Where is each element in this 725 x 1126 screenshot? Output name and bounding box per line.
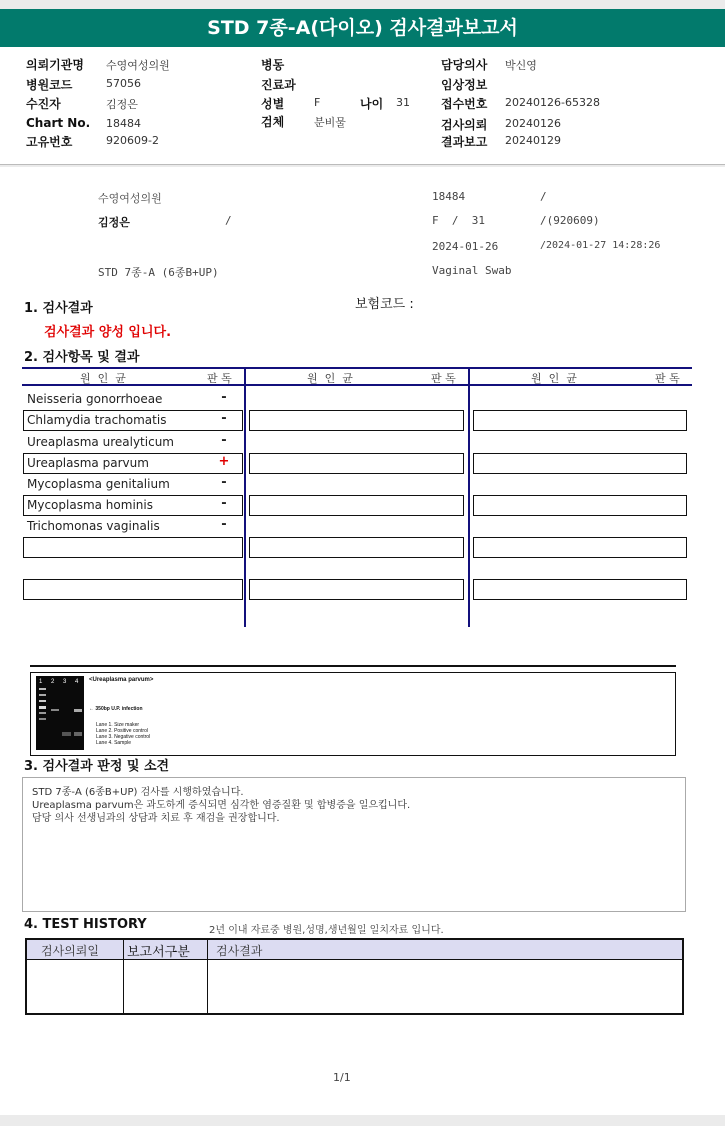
section-1-title: 1. 검사결과 [24,301,93,316]
result-row-box [23,537,243,558]
page-number: 1/1 [333,1071,351,1084]
organism-result: - [221,475,227,490]
header-label: 담당의사 [441,58,488,72]
gel-lane-number: 4 [75,679,79,685]
header-label: 검체 [261,115,285,129]
gel-legend-item: Lane 2. Positive control [96,728,148,734]
header-value: 분비물 [314,116,346,129]
organism-name: Mycoplasma hominis [27,498,153,512]
column-header-judgement: 판 독 [431,372,456,385]
header-value: 20240126-65328 [505,96,600,109]
patient-test-name: STD 7종-A (6종B+UP) [98,266,219,279]
history-note: 2년 이내 자료중 병원,성명,생년월일 일치자료 입니다. [209,925,444,936]
column-header-organism: 원 인 균 [531,372,577,385]
gel-lane-number: 1 [39,679,43,685]
gel-legend-item: Lane 1. Size maker [96,722,140,728]
result-row-box [249,410,464,431]
table-top-rule [22,367,692,369]
header-value: 57056 [106,77,141,90]
patient-separator: / [540,190,547,203]
header-value: F [314,96,321,109]
organism-result: - [221,411,227,426]
organism-result: - [221,390,227,405]
header-label: 병원코드 [26,78,73,92]
patient-clinic: 수영여성의원 [98,192,162,205]
header-value: 20240129 [505,134,561,147]
organism-result: - [221,517,227,532]
patient-chart: 18484 [432,190,466,203]
patient-separator: / [225,214,232,227]
patient-id: /(920609) [540,214,600,227]
organism-name: Neisseria gonorrhoeae [27,392,163,406]
organism-name: Mycoplasma genitalium [27,477,170,491]
result-row-box [473,537,687,558]
header-value: 20240126 [505,117,561,130]
header-label: 고유번호 [26,135,73,149]
finding-line: STD 7종-A (6종B+UP) 검사를 시행하였습니다. [32,787,244,798]
organism-name-positive: Ureaplasma parvum [27,456,149,470]
gel-legend-item: Lane 4. Sample [96,740,132,746]
result-row-box [473,579,687,600]
result-row-box [473,495,687,516]
history-header-label: 검사결과 [216,944,263,958]
gel-legend-item: Lane 3. Negative control [96,734,151,740]
result-row-box [249,537,464,558]
header-label: 병동 [261,58,285,72]
history-header-label: 보고서구분 [127,945,190,960]
age-value: 31 [396,96,410,109]
result-row-box [249,453,464,474]
header-label: 진료과 [261,78,296,92]
organism-result: - [221,496,227,511]
gel-top-rule [30,665,676,667]
column-header-judgement: 판 독 [207,372,232,385]
column-divider [244,367,246,627]
column-divider [468,367,470,627]
finding-line: 담당 의사 선생님과의 상담과 치료 후 재검을 권장합니다. [32,813,280,824]
history-table [25,938,684,1015]
patient-specimen: Vaginal Swab [432,264,512,277]
column-header-judgement: 판 독 [655,372,680,385]
section-2-title: 2. 검사항목 및 결과 [24,350,140,365]
report-title: STD 7종-A(다이오) 검사결과보고서 [0,9,725,47]
column-header-organism: 원 인 균 [80,372,126,385]
header-label: 접수번호 [441,97,488,111]
header-value: 수영여성의원 [106,59,170,72]
findings-box [22,777,686,912]
organism-result-positive: + [218,454,230,469]
header-label: 성별 [261,97,285,111]
result-summary: 검사결과 양성 입니다. [44,325,172,340]
history-column-divider [123,940,124,1013]
header-label: 검사의뢰 [441,118,488,132]
history-header-cell [27,940,123,960]
patient-sex-age: F / 31 [432,214,485,227]
header-label: 의뢰기관명 [26,58,84,72]
patient-name: 김정은 [98,216,130,229]
organism-result: - [221,433,227,448]
organism-name: Chlamydia trachomatis [27,413,167,427]
result-row-box [249,579,464,600]
organism-name: Trichomonas vaginalis [27,519,160,533]
header-value: 김정은 [106,98,138,111]
column-header-organism: 원 인 균 [307,372,353,385]
history-header-cell [123,940,207,960]
report-header [0,47,725,165]
result-row-box [23,579,243,600]
gel-band-marker: ← 350bp U.P. infection [89,706,143,712]
organism-name: Ureaplasma urealyticum [27,435,174,449]
result-row-box [473,453,687,474]
section-4-title: 4. TEST HISTORY [24,917,147,932]
age-label: 나이 [360,97,384,111]
header-label: Chart No. [26,116,91,130]
gel-lane-number: 3 [63,679,67,685]
result-row-box [473,410,687,431]
gel-lane-number: 2 [51,679,55,685]
header-value: 18484 [106,117,141,130]
header-label: 임상정보 [441,78,488,92]
gel-bands-graphic [36,676,84,750]
finding-line: Ureaplasma parvum은 과도하게 증식되면 심각한 염증질환 및 합병증을 일으킵니다. [32,800,411,811]
gel-electrophoresis-image [36,676,84,750]
gel-title: <Ureaplasma parvum> [89,677,154,683]
patient-received-date: 2024-01-26 [432,240,499,253]
header-value: 박신영 [505,59,537,72]
history-header-label: 검사의뢰일 [41,944,99,958]
header-value: 920609-2 [106,134,159,147]
history-header-cell [207,940,682,960]
history-column-divider [207,940,208,1013]
result-row-box [249,495,464,516]
patient-report-datetime: /2024-01-27 14:28:26 [540,240,661,251]
header-label: 결과보고 [441,135,488,149]
insurance-code-label: 보험코드 : [355,297,414,312]
section-3-title: 3. 검사결과 판정 및 소견 [24,759,170,774]
header-label: 수진자 [26,97,61,111]
